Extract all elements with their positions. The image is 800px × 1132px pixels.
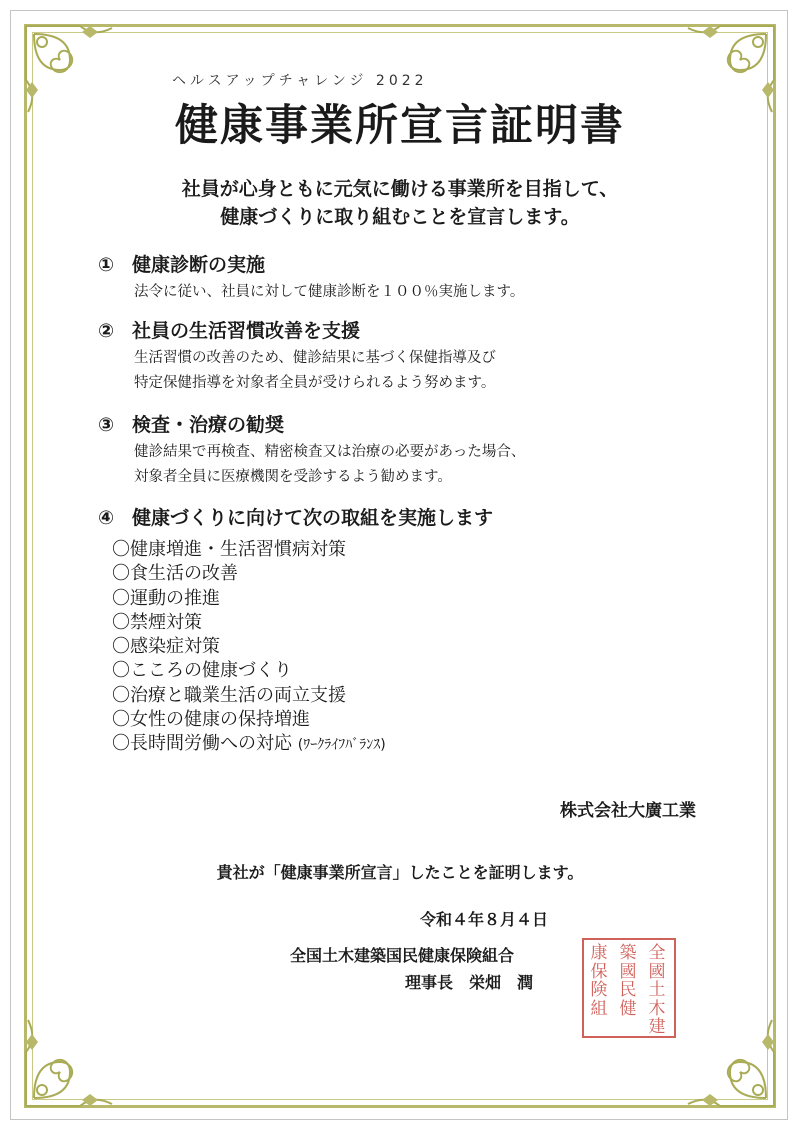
section-heading: 社員の生活習慣改善を支援 xyxy=(132,320,361,342)
initiative-list xyxy=(112,538,592,758)
list-item: 〇健康増進・生活習慣病対策 xyxy=(112,539,346,560)
issue-date: 令和４年８月４日 xyxy=(420,910,549,929)
corner-ornament-icon xyxy=(20,20,130,130)
section-text: 特定保健指導を対象者全員が受けられるよう努めます。 xyxy=(134,375,496,391)
corner-ornament-icon xyxy=(670,20,780,130)
declaration-intro xyxy=(100,175,700,231)
list-item: 〇女性の健康の保持増進 xyxy=(112,709,310,731)
section-text: 法令に従い、社員に対して健康診断を１００％実施します。 xyxy=(134,284,525,300)
section-number: ② xyxy=(98,320,115,342)
section-heading: 検査・治療の勧奨 xyxy=(132,414,285,436)
certificate-subtitle: ヘルスアップチャレンジ 2022 xyxy=(172,73,428,89)
section-health-initiatives xyxy=(98,503,698,533)
list-item-label: 〇長時間労働への対応 xyxy=(112,733,292,755)
list-item xyxy=(112,732,592,757)
section-text: 健診結果で再検査、精密検査又は治療の必要があった場合、 xyxy=(134,444,526,460)
section-text: 生活習慣の改善のため、健診結果に基づく保健指導及び xyxy=(134,350,496,366)
issuer-representative: 理事長 栄畑 潤 xyxy=(405,973,534,992)
corner-ornament-icon xyxy=(20,1002,130,1112)
certificate-title: 健康事業所宣言証明書 xyxy=(175,101,625,151)
seal-text-column: 全國土木建 xyxy=(648,943,666,1037)
list-item: 〇食生活の改善 xyxy=(112,563,238,585)
list-item-note: (ﾜｰｸﾗｲﾌﾊﾞﾗﾝｽ) xyxy=(297,737,386,754)
seal-text-column: 康保険組 xyxy=(590,943,608,1019)
official-seal-stamp xyxy=(582,938,676,1038)
intro-line: 健康づくりに取り組むことを宣言します。 xyxy=(220,206,580,228)
section-text: 対象者全員に医療機関を受診するよう勧めます。 xyxy=(134,469,452,485)
intro-line: 社員が心身ともに元気に働ける事業所を目指して、 xyxy=(181,178,619,200)
company-name: 株式会社大廣工業 xyxy=(560,801,696,821)
list-item: 〇こころの健康づくり xyxy=(112,660,292,682)
corner-ornament-icon xyxy=(670,1002,780,1112)
list-item: 〇運動の推進 xyxy=(112,587,220,609)
list-item: 〇禁煙対策 xyxy=(112,611,202,633)
section-lifestyle-support xyxy=(98,316,698,396)
section-number: ① xyxy=(98,254,115,276)
section-examination-recommendation xyxy=(98,410,698,490)
seal-text-column: 築國民健 xyxy=(619,943,637,1019)
section-health-checkup xyxy=(98,250,698,305)
section-number: ③ xyxy=(98,414,115,436)
section-heading: 健康診断の実施 xyxy=(132,254,266,276)
list-item: 〇治療と職業生活の両立支援 xyxy=(112,684,346,706)
issuer-organization: 全国土木建築国民健康保険組合 xyxy=(290,946,515,965)
section-heading: 健康づくりに向けて次の取組を実施します xyxy=(132,507,494,529)
certification-statement: 貴社が「健康事業所宣言」したことを証明します。 xyxy=(216,863,584,882)
section-number: ④ xyxy=(98,507,115,529)
list-item: 〇感染症対策 xyxy=(112,636,220,658)
